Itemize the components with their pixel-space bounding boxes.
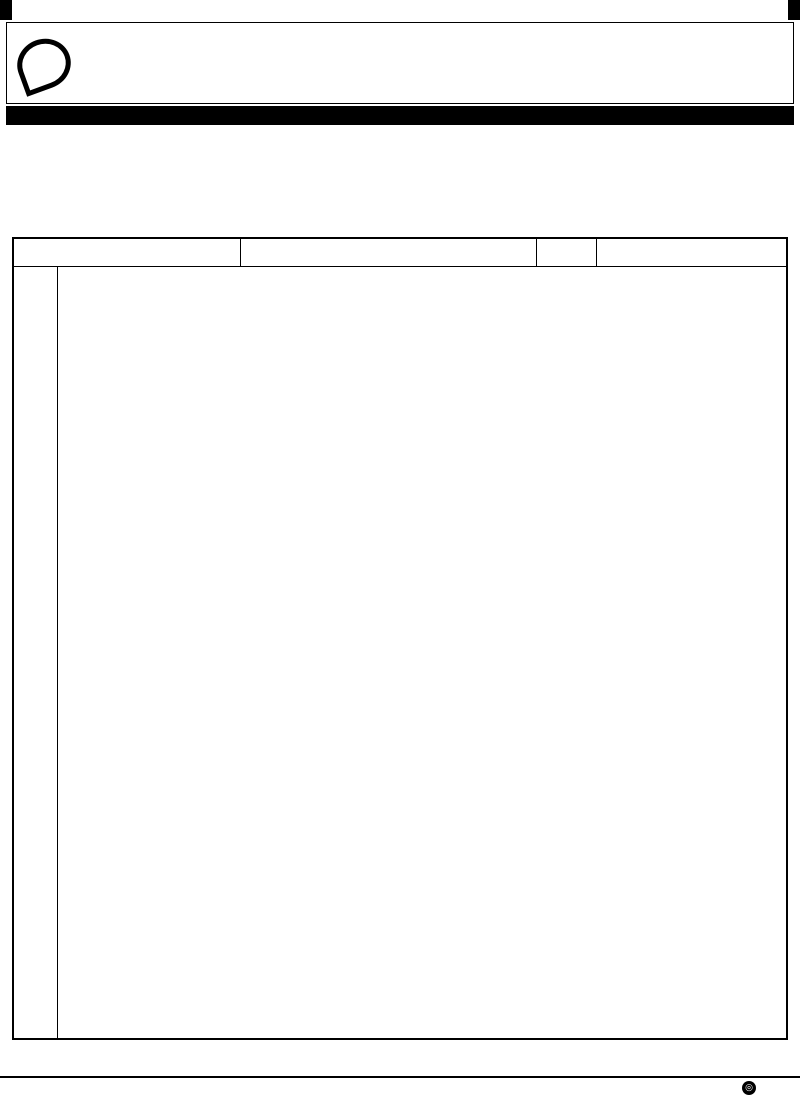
- footer-info: [736, 1081, 776, 1095]
- title-row: [0, 154, 800, 194]
- region-label: [14, 267, 58, 1038]
- paper-logo-icon: ◎: [742, 1081, 756, 1095]
- header: [6, 22, 794, 104]
- ad-tag-right: [788, 0, 800, 20]
- route-table: [12, 237, 788, 1040]
- header-dates: [597, 239, 786, 266]
- logo-swoosh-icon: [10, 31, 78, 96]
- header-highlights: [241, 239, 537, 266]
- header-price: [537, 239, 597, 266]
- footer: [0, 1076, 800, 1096]
- brand-logo: [11, 29, 255, 95]
- route-list: [58, 267, 786, 1038]
- header-route-name: [14, 239, 241, 266]
- company-bar: [6, 106, 794, 125]
- table-header: [14, 239, 786, 267]
- ad-tag-left: [0, 0, 12, 20]
- slogan: [0, 128, 800, 150]
